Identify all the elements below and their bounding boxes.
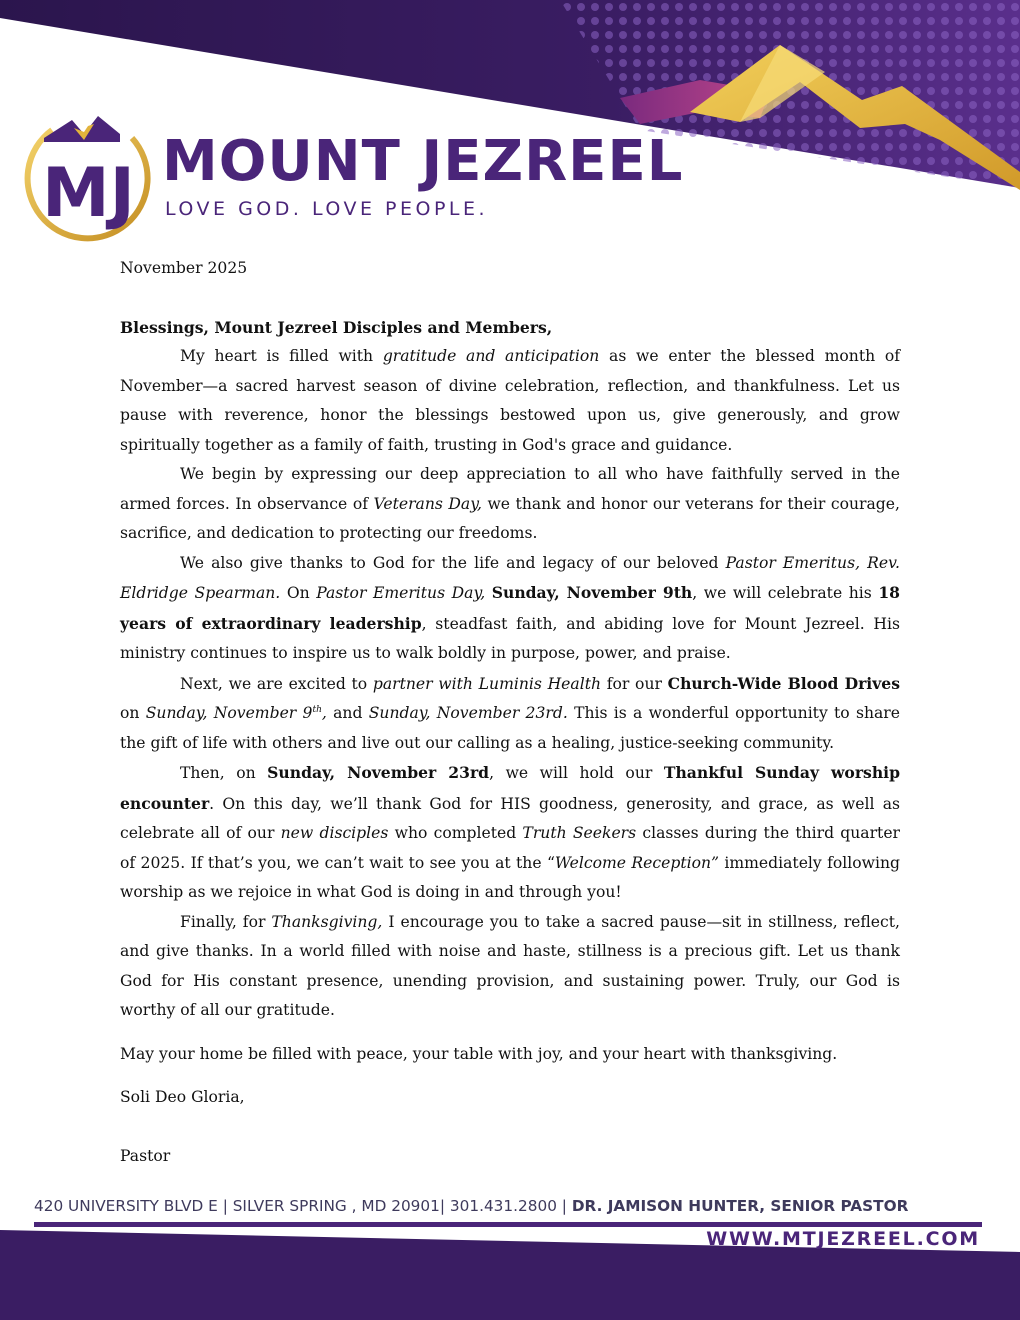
- paragraph-gratitude: My heart is filled with gratitude and anticipation as we enter the blessed month of November—a sacred harvest season of divine celebration, reflection, and thankfulness. Let us pause with reverence, honor the blessings bestowed upon us, give generously, and grow spiritually together as a family of faith, trusting in God's grace and guidance.: [120, 347, 900, 454]
- church-logo: [22, 112, 712, 252]
- footer-address: 420 UNIVERSITY BLVD E | SILVER SPRING , MD 20901| 301.431.2800 |: [34, 1197, 572, 1215]
- footer-website-link[interactable]: WWW.MTJEZREEL.COM: [706, 1228, 980, 1250]
- letter-body: [120, 254, 900, 1171]
- footer-address-line: [34, 1197, 984, 1215]
- paragraph-thankful-sunday: Then, on Sunday, November 23rd, we will hold our Thankful Sunday worship encounter. On this day, we’ll thank God for HIS goodness, generosity, and grace, as well as celebrate all of our new disciples who completed Truth Seekers classes during the third quarter of 2025. If that’s you, we can’t wait to see you at the “Welcome Reception” immediately following worship as we rejoice in what God is doing in and through you!: [120, 763, 901, 901]
- letter-closing-line: May your home be filled with peace, your table with joy, and your heart with thanksgiving.: [120, 1044, 838, 1063]
- footer-senior-pastor: DR. JAMISON HUNTER, SENIOR PASTOR: [571, 1197, 909, 1215]
- logo-monogram: MJ: [42, 154, 135, 233]
- church-name: MOUNT JEZREEL: [162, 129, 684, 194]
- letter-date: November 2025: [120, 259, 248, 277]
- letter-signature: Pastor: [120, 1146, 171, 1165]
- letter-signoff: Soli Deo Gloria,: [120, 1088, 245, 1106]
- letter-salutation: Blessings, Mount Jezreel Disciples and Members,: [120, 317, 553, 337]
- paragraph-blood-drive: Next, we are excited to partner with Luminis Health for our Church-Wide Blood Drives on Sunday, November 9th, and Sunday, November 23rd. This is a wonderful opportunity to share the gift of life with others and live out our calling as a healing, justice-seeking community.: [120, 673, 900, 752]
- paragraph-veterans: We begin by expressing our deep appreciation to all who have faithfully served in the armed forces. In observance of Veterans Day, we thank and honor our veterans for their courage, sacrifice, and dedication to protecting our freedoms.: [120, 465, 900, 542]
- footer-divider: [34, 1222, 982, 1227]
- church-tagline: LOVE GOD. LOVE PEOPLE.: [165, 198, 489, 220]
- mj-monogram-icon: [22, 112, 154, 244]
- paragraph-thanksgiving: Finally, for Thanksgiving, I encourage you to take a sacred pause—sit in stillness, reflect, and give thanks. In a world filled with noise and haste, stillness is a precious gift. Let us thank God for His constant presence, unending provision, and sustaining power. Truly, our God is worthy of all our gratitude.: [120, 912, 900, 1019]
- paragraph-pastor-emeritus: We also give thanks to God for the life and legacy of our beloved Pastor Emeritus, Rev. Eldridge Spearman. On Pastor Emeritus Day, Sunday, November 9th, we will celebrate his 18 years of extraordinary leadership, steadfast faith, and abiding love for Mount Jezreel. His ministry continues to inspire us to walk boldly in purpose, power, and praise.: [120, 553, 901, 662]
